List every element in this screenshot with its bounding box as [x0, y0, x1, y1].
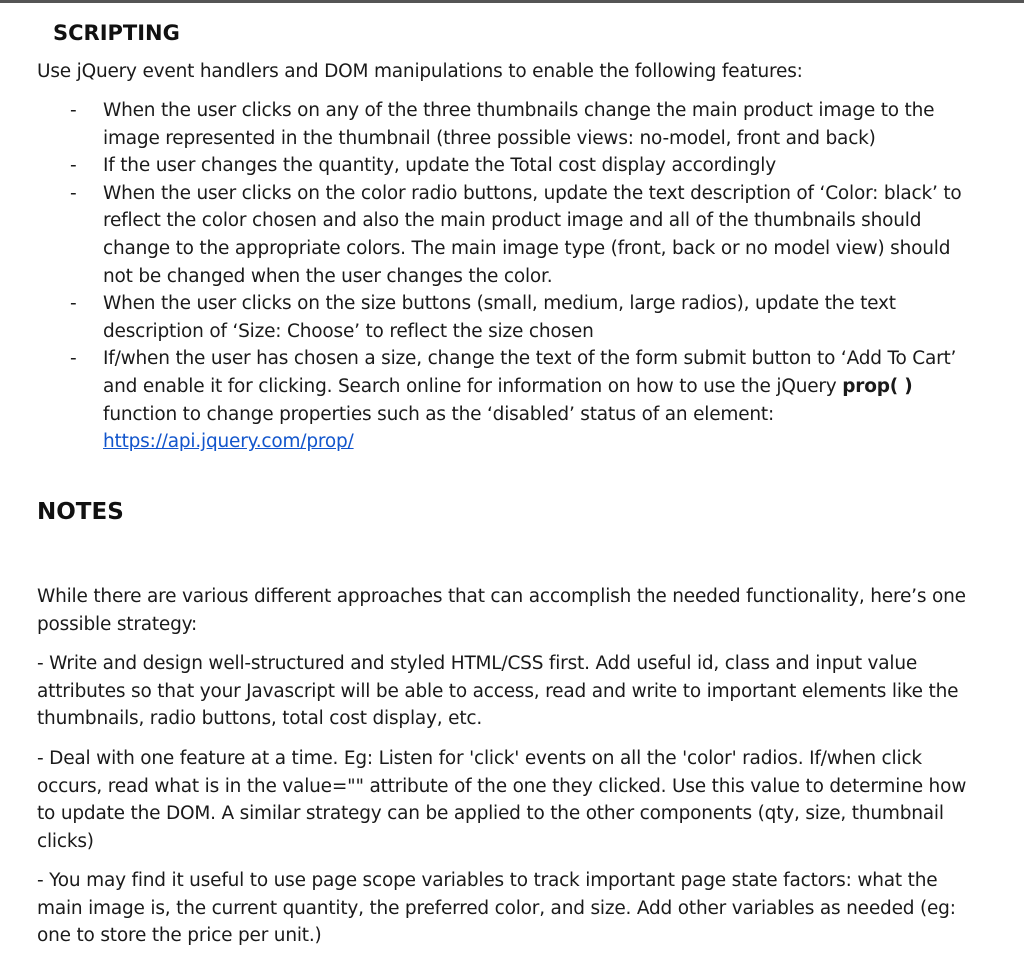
- list-item-text-lead: If/when the user has chosen a size, change the text of the form submit button to ‘Add To Cart’ and enable it for clicking. Search online for information on how to use the jQuery: [103, 348, 957, 397]
- scripting-heading: SCRIPTING: [53, 21, 180, 45]
- bullet-dash: -: [70, 100, 77, 121]
- list-item-text: When the user clicks on the color radio buttons, update the text description of ‘Color: black’ to reflect the color chosen and also the main product image and all of the thumbnails should change to the appropriate colors. The main image type (front, back or no model view) should not be changed when the user changes the color.: [103, 182, 962, 287]
- bullet-dash: -: [70, 348, 77, 370]
- list-item-text: When the user clicks on the size buttons (small, medium, large radios), update the text description of ‘Size: Choose’ to reflect the size chosen: [103, 293, 896, 342]
- list-item-text: If the user changes the quantity, update the Total cost display accordingly: [103, 155, 776, 177]
- list-item: [70, 152, 970, 180]
- notes-paragraph: While there are various different approaches that can accomplish the needed functionality, here’s one possible strategy:: [37, 586, 966, 635]
- notes-paragraph: - Deal with one feature at a time. Eg: Listen for 'click' events on all the 'color' radios. If/when click occurs, read what is in the value="" attribute of the one they clicked. Use this value to determine how to update the DOM. A similar strategy can be applied to the other components (qty, size, thumbnail clicks): [37, 748, 967, 852]
- list-item-text-tail: function to change properties such as the ‘disabled’ status of an element:: [103, 403, 775, 425]
- bullet-dash: -: [70, 155, 77, 177]
- list-item: [70, 97, 970, 152]
- list-item-text: When the user clicks on any of the three thumbnails change the main product image to the image represented in the thumbnail (three possible views: no-model, front and back): [103, 100, 935, 149]
- scripting-intro: Use jQuery event handlers and DOM manipulations to enable the following features:: [37, 61, 803, 82]
- notes-paragraph: - You may find it useful to use page scope variables to track important page state factors: what the main image is, the current quantity, the preferred color, and size. Add other variables as needed (eg: one to store the price per unit.): [37, 870, 956, 947]
- bullet-dash: -: [70, 182, 77, 204]
- feature-list: [70, 97, 970, 456]
- notes-heading: NOTES: [37, 499, 124, 525]
- list-item: [70, 290, 970, 345]
- top-border: [0, 0, 1024, 3]
- bullet-dash: -: [70, 293, 77, 315]
- notes-paragraph: - Write and design well-structured and styled HTML/CSS first. Add useful id, class and input value attributes so that your Javascript will be able to access, read and write to important elements like the thumbnails, radio buttons, total cost display, etc.: [37, 653, 959, 730]
- prop-function-name: prop( ): [842, 375, 913, 397]
- list-item: [70, 180, 970, 290]
- jquery-prop-link[interactable]: https://api.jquery.com/prop/: [103, 431, 354, 453]
- list-item: [70, 345, 970, 455]
